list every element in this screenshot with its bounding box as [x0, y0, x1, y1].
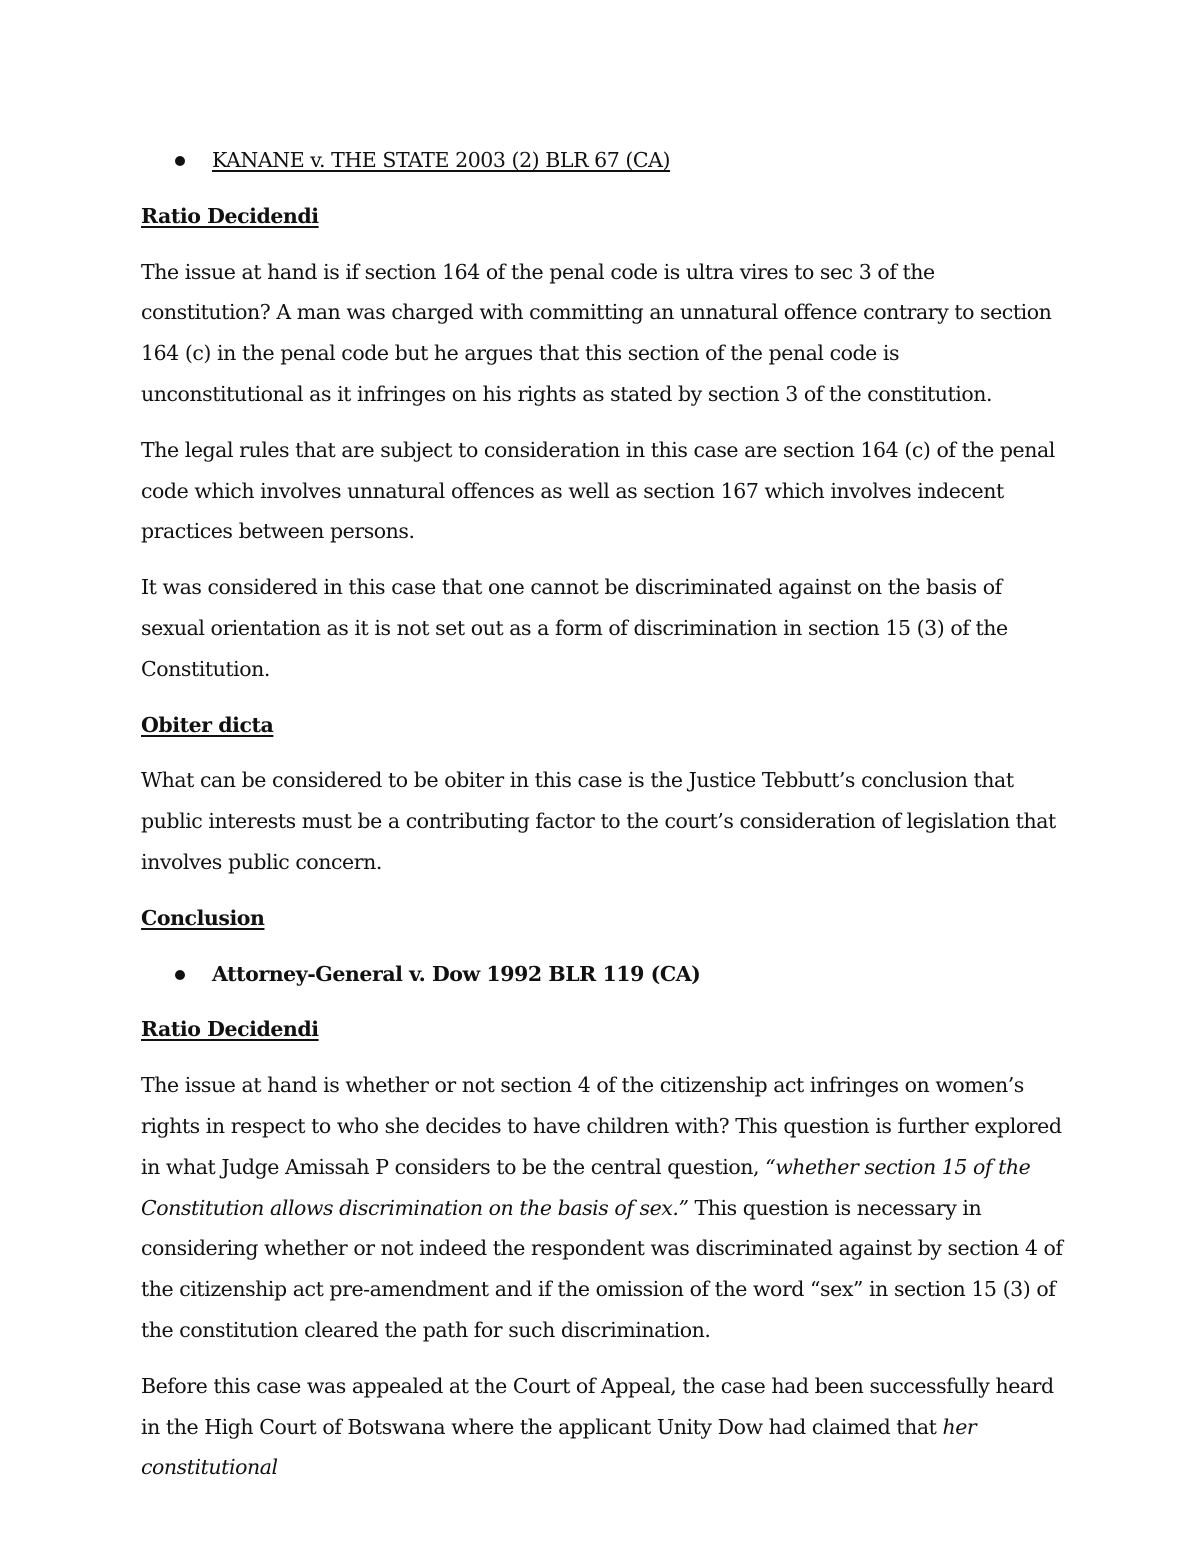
paragraph: The issue at hand is if section 164 of the penal code is ultra vires to sec 3 of the constitution? A man was charged with committing an unnatural offence contrary to section 164 (c) in the penal code but he argues that this section of the penal code is unconstitutional as it infringes on his rights as stated by section 3 of the constitution.: [141, 259, 1052, 406]
paragraph: [141, 1366, 1066, 1488]
paragraph-text: Before this case was appealed at the Court of Appeal, the case had been successfully heard in the High Court of Botswana where the applicant Unity Dow had claimed that: [141, 1373, 1054, 1439]
paragraph: [141, 1065, 1066, 1351]
paragraph: The legal rules that are subject to consideration in this case are section 164 (c) of the penal code which involves unnatural offences as well as section 167 which involves indecent practices between persons.: [141, 437, 1055, 544]
paragraph: What can be considered to be obiter in this case is the Justice Tebbutt’s conclusion that public interests must be a contributing factor to the court’s consideration of legislation that involves public concern.: [141, 768, 1056, 874]
document-body: [141, 140, 1066, 1503]
italic-quote: “whether section 15 of the Constitution allows discrimination on the basis of sex.”: [141, 1154, 1031, 1220]
ratio-decidendi-heading: Ratio Decidendi: [141, 203, 319, 228]
bullet-icon: [175, 970, 185, 980]
paragraph-text: This question is necessary in considering whether or not indeed the respondent was discriminated against by section 4 of the citizenship act pre-amendment and if the omission of the word “sex” in section 15 (3) of the constitution cleared the path for such discrimination.: [141, 1195, 1063, 1342]
ratio-decidendi-heading: Ratio Decidendi: [141, 1017, 319, 1042]
paragraph-text: The issue at hand is whether or not section 4 of the citizenship act infringes on women’s rights in respect to who she decides to have children with? This question is further explored in what Judge Amissah P considers to be the central question,: [141, 1073, 1062, 1179]
italic-text: her constitutional: [141, 1414, 977, 1480]
conclusion-heading: Conclusion: [141, 905, 265, 930]
bullet-icon: [175, 156, 185, 166]
obiter-dicta-heading: Obiter dicta: [141, 712, 274, 737]
case-title-text: KANANE v. THE STATE 2003 (2) BLR 67 (CA): [212, 148, 671, 172]
case-heading-kanane: [141, 140, 1066, 181]
case-title-text: Attorney-General v. Dow 1992 BLR 119 (CA): [212, 961, 701, 986]
paragraph: It was considered in this case that one cannot be discriminated against on the basis of sexual orientation as it is not set out as a form of discrimination in section 15 (3) of the Constitution.: [141, 575, 1008, 681]
case-heading-dow: [141, 954, 1066, 995]
